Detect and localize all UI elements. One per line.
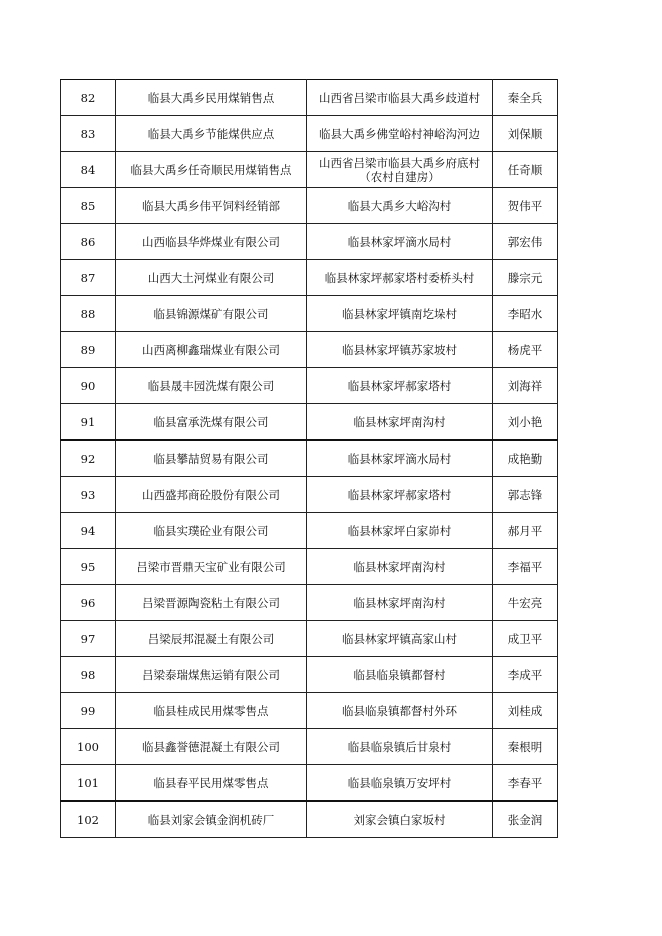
person-cell: 成艳勤 xyxy=(493,440,558,477)
company-name-cell: 临县晟丰园洗煤有限公司 xyxy=(116,368,307,404)
table-row xyxy=(61,296,558,332)
row-number-cell: 93 xyxy=(61,477,116,513)
row-number-cell: 100 xyxy=(61,729,116,765)
person-cell: 刘小艳 xyxy=(493,404,558,441)
table-row xyxy=(61,801,558,838)
address-cell: 临县大禹乡佛堂峪村神峪沟河边 xyxy=(307,116,493,152)
company-name-cell: 临县刘家会镇金润机砖厂 xyxy=(116,801,307,838)
table-row xyxy=(61,621,558,657)
person-cell: 李昭水 xyxy=(493,296,558,332)
person-cell: 郭宏伟 xyxy=(493,224,558,260)
row-number-cell: 97 xyxy=(61,621,116,657)
row-number-cell: 84 xyxy=(61,152,116,188)
person-cell: 李福平 xyxy=(493,549,558,585)
address-cell: 山西省吕梁市临县大禹乡歧道村 xyxy=(307,80,493,116)
row-number-cell: 88 xyxy=(61,296,116,332)
person-cell: 成卫平 xyxy=(493,621,558,657)
table-row xyxy=(61,368,558,404)
company-name-cell: 临县鑫誉德混凝土有限公司 xyxy=(116,729,307,765)
address-cell: 刘家会镇白家坂村 xyxy=(307,801,493,838)
company-name-cell: 临县实璞砼业有限公司 xyxy=(116,513,307,549)
table-row xyxy=(61,224,558,260)
table-row xyxy=(61,404,558,441)
row-number-cell: 83 xyxy=(61,116,116,152)
person-cell: 秦根明 xyxy=(493,729,558,765)
company-name-cell: 吕梁辰邦混凝土有限公司 xyxy=(116,621,307,657)
address-cell: 临县大禹乡大峪沟村 xyxy=(307,188,493,224)
company-name-cell: 吕梁泰瑞煤焦运销有限公司 xyxy=(116,657,307,693)
company-name-cell: 山西盛邦商砼股份有限公司 xyxy=(116,477,307,513)
person-cell: 李成平 xyxy=(493,657,558,693)
address-cell: 临县林家坪镇高家山村 xyxy=(307,621,493,657)
table-row xyxy=(61,152,558,188)
row-number-cell: 86 xyxy=(61,224,116,260)
address-cell: 临县林家坪南沟村 xyxy=(307,549,493,585)
address-cell: 临县林家坪镇苏家坡村 xyxy=(307,332,493,368)
address-cell: 临县林家坪镇南圪垛村 xyxy=(307,296,493,332)
company-name-cell: 临县大禹乡伟平饲料经销部 xyxy=(116,188,307,224)
row-number-cell: 90 xyxy=(61,368,116,404)
company-name-cell: 山西离柳鑫瑞煤业有限公司 xyxy=(116,332,307,368)
company-name-cell: 临县攀喆贸易有限公司 xyxy=(116,440,307,477)
table-row xyxy=(61,657,558,693)
row-number-cell: 101 xyxy=(61,765,116,802)
enterprise-table xyxy=(60,79,558,838)
address-cell: 临县林家坪滴水局村 xyxy=(307,440,493,477)
spreadsheet-page xyxy=(60,79,557,838)
person-cell: 张金润 xyxy=(493,801,558,838)
table-row xyxy=(61,765,558,802)
address-cell: 临县临泉镇后甘泉村 xyxy=(307,729,493,765)
address-cell: 山西省吕梁市临县大禹乡府底村（农村自建房） xyxy=(307,152,493,188)
row-number-cell: 96 xyxy=(61,585,116,621)
table-row xyxy=(61,477,558,513)
address-cell: 临县林家坪南沟村 xyxy=(307,585,493,621)
table-row xyxy=(61,693,558,729)
row-number-cell: 89 xyxy=(61,332,116,368)
person-cell: 任奇顺 xyxy=(493,152,558,188)
person-cell: 郝月平 xyxy=(493,513,558,549)
company-name-cell: 临县大禹乡节能煤供应点 xyxy=(116,116,307,152)
row-number-cell: 82 xyxy=(61,80,116,116)
table-row xyxy=(61,549,558,585)
table-row xyxy=(61,440,558,477)
person-cell: 滕宗元 xyxy=(493,260,558,296)
address-cell: 临县林家坪南沟村 xyxy=(307,404,493,441)
person-cell: 李春平 xyxy=(493,765,558,802)
row-number-cell: 87 xyxy=(61,260,116,296)
person-cell: 杨虎平 xyxy=(493,332,558,368)
person-cell: 贺伟平 xyxy=(493,188,558,224)
row-number-cell: 99 xyxy=(61,693,116,729)
row-number-cell: 92 xyxy=(61,440,116,477)
company-name-cell: 临县春平民用煤零售点 xyxy=(116,765,307,802)
row-number-cell: 91 xyxy=(61,404,116,441)
company-name-cell: 临县富承洗煤有限公司 xyxy=(116,404,307,441)
person-cell: 郭志锋 xyxy=(493,477,558,513)
person-cell: 秦全兵 xyxy=(493,80,558,116)
table-body xyxy=(61,80,558,838)
address-cell: 临县临泉镇都督村 xyxy=(307,657,493,693)
table-row xyxy=(61,116,558,152)
row-number-cell: 98 xyxy=(61,657,116,693)
row-number-cell: 85 xyxy=(61,188,116,224)
row-number-cell: 95 xyxy=(61,549,116,585)
address-cell: 临县林家坪滴水局村 xyxy=(307,224,493,260)
table-row xyxy=(61,585,558,621)
person-cell: 刘海祥 xyxy=(493,368,558,404)
company-name-cell: 临县桂成民用煤零售点 xyxy=(116,693,307,729)
row-number-cell: 102 xyxy=(61,801,116,838)
table-row xyxy=(61,80,558,116)
table-row xyxy=(61,729,558,765)
address-cell: 临县林家坪郝家塔村 xyxy=(307,368,493,404)
person-cell: 牛宏亮 xyxy=(493,585,558,621)
address-cell: 临县林家坪白家峁村 xyxy=(307,513,493,549)
company-name-cell: 临县大禹乡任奇顺民用煤销售点 xyxy=(116,152,307,188)
table-row xyxy=(61,332,558,368)
company-name-cell: 临县锦源煤矿有限公司 xyxy=(116,296,307,332)
person-cell: 刘保顺 xyxy=(493,116,558,152)
address-cell: 临县临泉镇都督村外环 xyxy=(307,693,493,729)
address-cell: 临县林家坪郝家塔村委桥头村 xyxy=(307,260,493,296)
table-row xyxy=(61,260,558,296)
table-row xyxy=(61,513,558,549)
company-name-cell: 山西临县华烨煤业有限公司 xyxy=(116,224,307,260)
company-name-cell: 山西大土河煤业有限公司 xyxy=(116,260,307,296)
address-cell: 临县林家坪郝家塔村 xyxy=(307,477,493,513)
company-name-cell: 吕梁晋源陶瓷粘土有限公司 xyxy=(116,585,307,621)
row-number-cell: 94 xyxy=(61,513,116,549)
company-name-cell: 吕梁市晋鼎天宝矿业有限公司 xyxy=(116,549,307,585)
person-cell: 刘桂成 xyxy=(493,693,558,729)
address-cell: 临县临泉镇万安坪村 xyxy=(307,765,493,802)
company-name-cell: 临县大禹乡民用煤销售点 xyxy=(116,80,307,116)
table-row xyxy=(61,188,558,224)
